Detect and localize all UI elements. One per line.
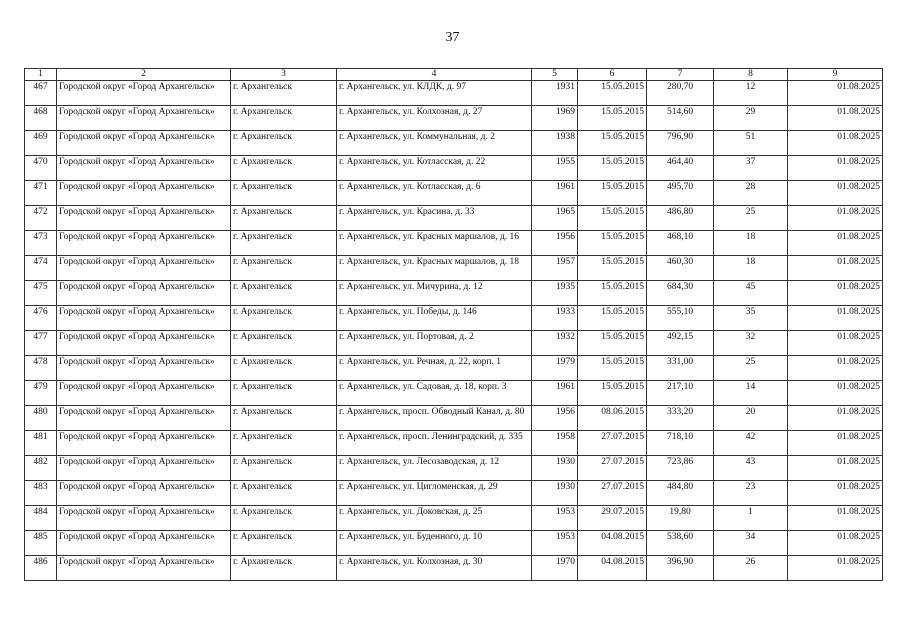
resettlement-date-cell: 01.08.2025	[788, 456, 883, 481]
column-header: 1	[25, 69, 57, 81]
area-cell: 217,10	[647, 381, 714, 406]
area-cell: 555,10	[647, 306, 714, 331]
row-number-cell: 485	[25, 531, 57, 556]
locality-cell: г. Архангельск	[231, 131, 337, 156]
municipality-cell: Городской округ «Город Архангельск»	[57, 481, 231, 506]
table-row	[25, 206, 883, 231]
table-row	[25, 431, 883, 456]
municipality-cell: Городской округ «Город Архангельск»	[57, 356, 231, 381]
row-number-cell: 467	[25, 81, 57, 106]
area-cell: 486,80	[647, 206, 714, 231]
address-cell: г. Архангельск, ул. Красина, д. 33	[337, 206, 532, 231]
year-built-cell: 1930	[532, 456, 578, 481]
locality-cell: г. Архангельск	[231, 206, 337, 231]
page-number: 37	[445, 30, 460, 45]
row-number-cell: 482	[25, 456, 57, 481]
locality-cell: г. Архангельск	[231, 181, 337, 206]
column-header: 6	[578, 69, 647, 81]
locality-cell: г. Архангельск	[231, 506, 337, 531]
recognition-date-cell: 15.05.2015	[578, 281, 647, 306]
row-number-cell: 479	[25, 381, 57, 406]
municipality-cell: Городской округ «Город Архангельск»	[57, 331, 231, 356]
row-number-cell: 474	[25, 256, 57, 281]
year-built-cell: 1938	[532, 131, 578, 156]
locality-cell: г. Архангельск	[231, 256, 337, 281]
resettlement-date-cell: 01.08.2025	[788, 106, 883, 131]
column-header: 3	[231, 69, 337, 81]
address-cell: г. Архангельск, ул. Котласская, д. 22	[337, 156, 532, 181]
locality-cell: г. Архангельск	[231, 431, 337, 456]
table-row	[25, 181, 883, 206]
resettlement-date-cell: 01.08.2025	[788, 81, 883, 106]
area-cell: 280,70	[647, 81, 714, 106]
table-row	[25, 81, 883, 106]
row-number-cell: 478	[25, 356, 57, 381]
row-number-cell: 486	[25, 556, 57, 581]
municipality-cell: Городской округ «Город Архангельск»	[57, 281, 231, 306]
column-number-row	[25, 69, 883, 81]
locality-cell: г. Архангельск	[231, 306, 337, 331]
year-built-cell: 1965	[532, 206, 578, 231]
address-cell: г. Архангельск, ул. Колхозная, д. 30	[337, 556, 532, 581]
area-cell: 464,40	[647, 156, 714, 181]
recognition-date-cell: 29.07.2015	[578, 506, 647, 531]
address-cell: г. Архангельск, ул. Коммунальная, д. 2	[337, 131, 532, 156]
locality-cell: г. Архангельск	[231, 356, 337, 381]
recognition-date-cell: 15.05.2015	[578, 81, 647, 106]
column-header: 5	[532, 69, 578, 81]
recognition-date-cell: 15.05.2015	[578, 306, 647, 331]
table-row	[25, 281, 883, 306]
row-number-cell: 480	[25, 406, 57, 431]
year-built-cell: 1958	[532, 431, 578, 456]
area-cell: 331,00	[647, 356, 714, 381]
column-header: 2	[57, 69, 231, 81]
row-number-cell: 472	[25, 206, 57, 231]
recognition-date-cell: 15.05.2015	[578, 256, 647, 281]
recognition-date-cell: 15.05.2015	[578, 131, 647, 156]
recognition-date-cell: 15.05.2015	[578, 331, 647, 356]
recognition-date-cell: 08.06.2015	[578, 406, 647, 431]
year-built-cell: 1970	[532, 556, 578, 581]
resettlement-date-cell: 01.08.2025	[788, 181, 883, 206]
locality-cell: г. Архангельск	[231, 281, 337, 306]
row-number-cell: 468	[25, 106, 57, 131]
residents-cell: 20	[714, 406, 788, 431]
address-cell: г. Архангельск, ул. Речная, д. 22, корп. 1	[337, 356, 532, 381]
recognition-date-cell: 27.07.2015	[578, 431, 647, 456]
address-cell: г. Архангельск, ул. Котласская, д. 6	[337, 181, 532, 206]
locality-cell: г. Архангельск	[231, 481, 337, 506]
year-built-cell: 1953	[532, 506, 578, 531]
residents-cell: 25	[714, 356, 788, 381]
area-cell: 718,10	[647, 431, 714, 456]
year-built-cell: 1956	[532, 406, 578, 431]
area-cell: 684,30	[647, 281, 714, 306]
recognition-date-cell: 04.08.2015	[578, 531, 647, 556]
table-row	[25, 406, 883, 431]
locality-cell: г. Архангельск	[231, 406, 337, 431]
address-cell: г. Архангельск, ул. Цигломенская, д. 29	[337, 481, 532, 506]
municipality-cell: Городской округ «Город Архангельск»	[57, 431, 231, 456]
row-number-cell: 484	[25, 506, 57, 531]
address-cell: г. Архангельск, ул. Буденного, д. 10	[337, 531, 532, 556]
table-row	[25, 531, 883, 556]
address-cell: г. Архангельск, ул. Доковская, д. 25	[337, 506, 532, 531]
table-row	[25, 256, 883, 281]
residents-cell: 14	[714, 381, 788, 406]
residents-cell: 29	[714, 106, 788, 131]
municipality-cell: Городской округ «Город Архангельск»	[57, 131, 231, 156]
resettlement-date-cell: 01.08.2025	[788, 431, 883, 456]
year-built-cell: 1953	[532, 531, 578, 556]
residents-cell: 12	[714, 81, 788, 106]
area-cell: 396,90	[647, 556, 714, 581]
residents-cell: 34	[714, 531, 788, 556]
address-cell: г. Архангельск, ул. Лесозаводская, д. 12	[337, 456, 532, 481]
year-built-cell: 1935	[532, 281, 578, 306]
resettlement-date-cell: 01.08.2025	[788, 281, 883, 306]
recognition-date-cell: 15.05.2015	[578, 356, 647, 381]
table-row	[25, 456, 883, 481]
municipality-cell: Городской округ «Город Архангельск»	[57, 81, 231, 106]
area-cell: 484,80	[647, 481, 714, 506]
locality-cell: г. Архангельск	[231, 81, 337, 106]
locality-cell: г. Архангельск	[231, 456, 337, 481]
row-number-cell: 477	[25, 331, 57, 356]
resettlement-date-cell: 01.08.2025	[788, 256, 883, 281]
year-built-cell: 1930	[532, 481, 578, 506]
municipality-cell: Городской округ «Город Архангельск»	[57, 556, 231, 581]
municipality-cell: Городской округ «Город Архангельск»	[57, 231, 231, 256]
table-row	[25, 506, 883, 531]
address-cell: г. Архангельск, ул. КЛДК, д. 97	[337, 81, 532, 106]
municipality-cell: Городской округ «Город Архангельск»	[57, 106, 231, 131]
column-header: 4	[337, 69, 532, 81]
locality-cell: г. Архангельск	[231, 156, 337, 181]
residents-cell: 45	[714, 281, 788, 306]
municipality-cell: Городской округ «Город Архангельск»	[57, 156, 231, 181]
municipality-cell: Городской округ «Город Архангельск»	[57, 181, 231, 206]
resettlement-date-cell: 01.08.2025	[788, 406, 883, 431]
row-number-cell: 471	[25, 181, 57, 206]
residents-cell: 42	[714, 431, 788, 456]
row-number-cell: 483	[25, 481, 57, 506]
residents-cell: 32	[714, 331, 788, 356]
municipality-cell: Городской округ «Город Архангельск»	[57, 206, 231, 231]
municipality-cell: Городской округ «Город Архангельск»	[57, 456, 231, 481]
recognition-date-cell: 15.05.2015	[578, 181, 647, 206]
recognition-date-cell: 15.05.2015	[578, 381, 647, 406]
locality-cell: г. Архангельск	[231, 331, 337, 356]
recognition-date-cell: 27.07.2015	[578, 456, 647, 481]
table-header	[25, 69, 883, 81]
residents-cell: 25	[714, 206, 788, 231]
recognition-date-cell: 15.05.2015	[578, 156, 647, 181]
municipality-cell: Городской округ «Город Архангельск»	[57, 406, 231, 431]
resettlement-date-cell: 01.08.2025	[788, 381, 883, 406]
table-body	[25, 81, 883, 581]
year-built-cell: 1969	[532, 106, 578, 131]
year-built-cell: 1956	[532, 231, 578, 256]
area-cell: 492,15	[647, 331, 714, 356]
table-row	[25, 556, 883, 581]
address-cell: г. Архангельск, ул. Колхозная, д. 27	[337, 106, 532, 131]
table-row	[25, 356, 883, 381]
column-header: 7	[647, 69, 714, 81]
area-cell: 723,86	[647, 456, 714, 481]
municipality-cell: Городской округ «Город Архангельск»	[57, 531, 231, 556]
row-number-cell: 469	[25, 131, 57, 156]
recognition-date-cell: 27.07.2015	[578, 481, 647, 506]
residents-cell: 43	[714, 456, 788, 481]
residents-cell: 37	[714, 156, 788, 181]
recognition-date-cell: 15.05.2015	[578, 206, 647, 231]
year-built-cell: 1955	[532, 156, 578, 181]
resettlement-date-cell: 01.08.2025	[788, 331, 883, 356]
table-row	[25, 131, 883, 156]
table-row	[25, 106, 883, 131]
municipality-cell: Городской округ «Город Архангельск»	[57, 381, 231, 406]
column-header: 9	[788, 69, 883, 81]
residents-cell: 18	[714, 256, 788, 281]
year-built-cell: 1961	[532, 381, 578, 406]
year-built-cell: 1961	[532, 181, 578, 206]
housing-registry-table	[24, 68, 883, 581]
area-cell: 468,10	[647, 231, 714, 256]
locality-cell: г. Архангельск	[231, 556, 337, 581]
row-number-cell: 473	[25, 231, 57, 256]
address-cell: г. Архангельск, просп. Обводный Канал, д. 80	[337, 406, 532, 431]
residents-cell: 1	[714, 506, 788, 531]
row-number-cell: 475	[25, 281, 57, 306]
resettlement-date-cell: 01.08.2025	[788, 531, 883, 556]
year-built-cell: 1979	[532, 356, 578, 381]
locality-cell: г. Архангельск	[231, 381, 337, 406]
area-cell: 514,60	[647, 106, 714, 131]
resettlement-date-cell: 01.08.2025	[788, 306, 883, 331]
table-row	[25, 306, 883, 331]
residents-cell: 18	[714, 231, 788, 256]
row-number-cell: 476	[25, 306, 57, 331]
residents-cell: 51	[714, 131, 788, 156]
row-number-cell: 470	[25, 156, 57, 181]
year-built-cell: 1931	[532, 81, 578, 106]
table-row	[25, 481, 883, 506]
resettlement-date-cell: 01.08.2025	[788, 231, 883, 256]
area-cell: 796,90	[647, 131, 714, 156]
resettlement-date-cell: 01.08.2025	[788, 131, 883, 156]
area-cell: 333,20	[647, 406, 714, 431]
resettlement-date-cell: 01.08.2025	[788, 206, 883, 231]
address-cell: г. Архангельск, ул. Красных маршалов, д. 18	[337, 256, 532, 281]
resettlement-date-cell: 01.08.2025	[788, 356, 883, 381]
address-cell: г. Архангельск, ул. Красных маршалов, д. 16	[337, 231, 532, 256]
table-row	[25, 331, 883, 356]
residents-cell: 23	[714, 481, 788, 506]
resettlement-date-cell: 01.08.2025	[788, 556, 883, 581]
resettlement-date-cell: 01.08.2025	[788, 506, 883, 531]
municipality-cell: Городской округ «Город Архангельск»	[57, 506, 231, 531]
address-cell: г. Архангельск, ул. Садовая, д. 18, корп. 3	[337, 381, 532, 406]
year-built-cell: 1933	[532, 306, 578, 331]
locality-cell: г. Архангельск	[231, 531, 337, 556]
area-cell: 19,80	[647, 506, 714, 531]
recognition-date-cell: 15.05.2015	[578, 106, 647, 131]
resettlement-date-cell: 01.08.2025	[788, 481, 883, 506]
table-row	[25, 381, 883, 406]
area-cell: 538,60	[647, 531, 714, 556]
year-built-cell: 1932	[532, 331, 578, 356]
recognition-date-cell: 15.05.2015	[578, 231, 647, 256]
row-number-cell: 481	[25, 431, 57, 456]
area-cell: 495,70	[647, 181, 714, 206]
address-cell: г. Архангельск, ул. Портовая, д. 2	[337, 331, 532, 356]
municipality-cell: Городской округ «Город Архангельск»	[57, 306, 231, 331]
residents-cell: 28	[714, 181, 788, 206]
year-built-cell: 1957	[532, 256, 578, 281]
area-cell: 460,30	[647, 256, 714, 281]
table-row	[25, 156, 883, 181]
residents-cell: 35	[714, 306, 788, 331]
locality-cell: г. Архангельск	[231, 106, 337, 131]
municipality-cell: Городской округ «Город Архангельск»	[57, 256, 231, 281]
recognition-date-cell: 04.08.2015	[578, 556, 647, 581]
address-cell: г. Архангельск, ул. Мичурина, д. 12	[337, 281, 532, 306]
residents-cell: 26	[714, 556, 788, 581]
locality-cell: г. Архангельск	[231, 231, 337, 256]
address-cell: г. Архангельск, просп. Ленинградский, д. 335	[337, 431, 532, 456]
resettlement-date-cell: 01.08.2025	[788, 156, 883, 181]
address-cell: г. Архангельск, ул. Победы, д. 146	[337, 306, 532, 331]
column-header: 8	[714, 69, 788, 81]
table-row	[25, 231, 883, 256]
